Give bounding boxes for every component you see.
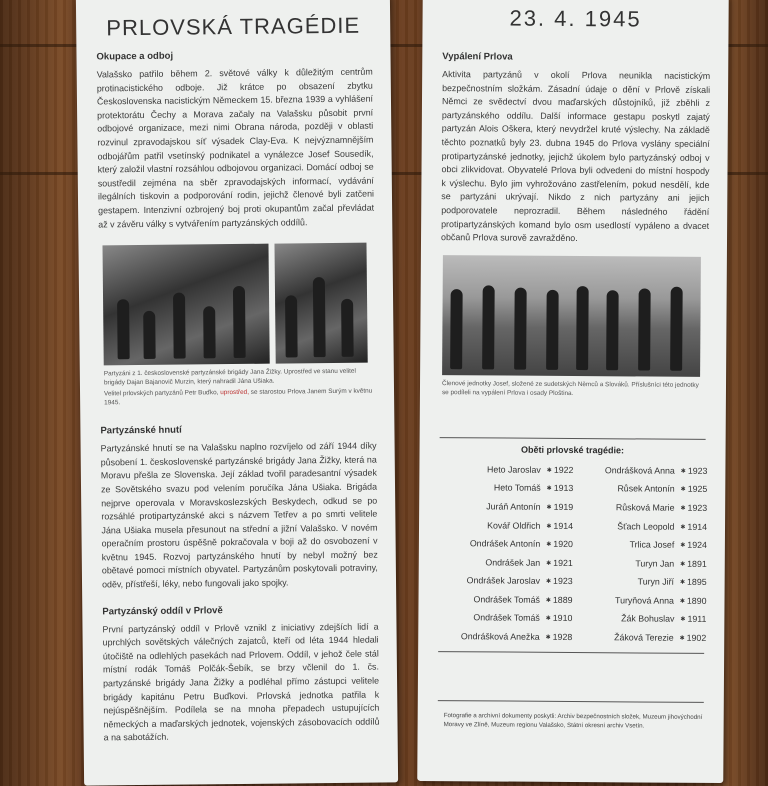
credits-footer: Fotografie a archivní dokumenty poskytli: Archiv bezpečnostních složek, Muzeum jihovýchodní Moravy ve Zlíně, Muzeum regionu Valašsko, Státní okresní archiv Vsetín. <box>443 712 703 730</box>
victim-entry: Heto Tomáš ✱ 1913 <box>443 482 573 493</box>
photo-commander-mayor <box>274 243 367 364</box>
photo-caption-1: Partyzáni z 1. československé partyzánské brigády Jana Žižky. Uprostřed ve stanu velitel brigády Dajan Bajanovič Murzin, který nahradil Jána Ušiaka. <box>103 367 356 387</box>
photo-row <box>102 243 377 366</box>
section-heading-occupation: Okupace a odboj <box>96 50 174 63</box>
victim-entry: Turyn Jan ✱ 1891 <box>577 558 707 569</box>
left-info-panel <box>76 0 398 786</box>
divider <box>438 700 704 703</box>
victim-entry: Kovář Oldřich ✱ 1914 <box>443 520 573 531</box>
section-text-prlov-unit: První partyzánský oddíl v Prlově vznikl z iniciativy zdejších lidí a uprchlých sovětských válečných zajatců, kteří od léta 1944 hledali útočiště na odlehlých pasekách nad Prlovem. Oddíl, v jehož čele stál místní rodák Tomáš Polčák-Šebík, se brzy včlenil do 1. čs. partyzánské brigády Jana Žižky a podléhal přímo zástupci velitele brigády kapitánu Petru Buďkovi. Prlovská jednotka patřila k nejúspěšnějším. Podílela se na mnoha přepadech ustupujících německých a maďarských jednotek, vojenských zásobovacích oddílů a na sabotážích. <box>102 621 380 743</box>
victim-entry: Ondrášek Tomáš ✱ 1910 <box>442 613 572 624</box>
victim-entry: Žák Bohuslav ✱ 1911 <box>576 613 706 624</box>
victim-entry: Růsková Marie ✱ 1923 <box>577 502 707 513</box>
photo-caption-unit: Členové jednotky Josef, složené ze sudetských Němců a Slováků. Příslušníci této jednotky se podíleli na vypálení Prlova i osady Ploština. <box>441 379 699 397</box>
victim-entry: Juráň Antonín ✱ 1919 <box>443 501 573 512</box>
victim-entry: Trlica Josef ✱ 1924 <box>577 539 707 550</box>
victims-list <box>442 464 707 643</box>
panel-title: PRLOVSKÁ TRAGÉDIE <box>106 12 361 41</box>
victims-heading: Oběti prlovské tragédie: <box>521 444 625 456</box>
photo-josef-unit <box>442 255 701 377</box>
right-info-panel <box>417 0 729 783</box>
victim-entry: Ondrášek Tomáš ✱ 1889 <box>442 594 572 605</box>
victim-entry: Růsek Antonín ✱ 1925 <box>577 483 707 494</box>
section-heading-movement: Partyzánské hnutí <box>100 424 182 437</box>
section-heading-prlov-unit: Partyzánský oddíl v Prlově <box>102 604 223 618</box>
victim-entry: Ondrášek Jaroslav ✱ 1923 <box>443 575 573 586</box>
section-text-burning: Aktivita partyzánů v okolí Prlova neunikla nacistickým bezpečnostním složkám. Zásadní údaje o dění v Prlově získali Němci ze svědectví dvou maďarských důstojníků, již zběhli z partyzánského oddílu. Další informace gestapu poskytl zajatý partyzán Alois Oškera, který nevydržel kruté výslechy. Na základě těchto poznatků byly 23. dubna 1945 do Prlova vyslány speciální protipartyzánské jednotky, jejichž úkolem bylo partyzánský odboj v obci zlikvidovat. Obyvatelé Prlova byli odvedeni do místní hospody k výslechu. Bylo jim vyhrožováno zastřelením, pokud nesdělí, kde se partyzáni ukrývají. Nikdo z nich partyzány ani jejich podporovatele neprozradil. Během následného řádění protipartyzánských komand bylo osm usedlostí vypáleno a dvacet občanů Prlova surově zavražděno. <box>441 69 711 244</box>
victim-entry: Ondrášková Anežka ✱ 1928 <box>442 631 572 642</box>
victim-entry: Turyňová Anna ✱ 1890 <box>576 595 706 606</box>
photo-caption-2: Velitel prlovských partyzánů Petr Buďko, uprostřed, se starostou Prlova Janem Surým v květnu 1945. <box>104 387 373 407</box>
victim-entry: Žáková Terezie ✱ 1902 <box>576 632 706 643</box>
panel-date-title: 23. 4. 1945 <box>509 5 642 32</box>
photo-partisans-tent <box>102 244 269 366</box>
victim-entry: Turyn Jiří ✱ 1895 <box>577 576 707 587</box>
victim-entry: Heto Jaroslav ✱ 1922 <box>443 464 573 475</box>
divider <box>438 651 704 654</box>
victim-entry: Ondrášková Anna ✱ 1923 <box>577 465 707 476</box>
victim-entry: Ondrášek Antonín ✱ 1920 <box>443 538 573 549</box>
section-heading-burning: Vypálení Prlova <box>442 51 513 63</box>
section-text-movement: Partyzánské hnutí se na Valašsku naplno rozvíjelo od září 1944 díky působení 1. československé partyzánské brigády Jana Žižky, která na Moravu přešla ze Slovenska. Její základ tvořil paradesantní výsadek ze Sovětského svazu pod velením poručíka Jána Ušiaka. Brigáda nejprve operovala v Moravskoslezských Beskydech, odkud se po rozsáhlé protipartyzánské akci s názvem Tetřev a po smrti velitele Jána Ušiaka musela přesunout na střední a jižní Valašsko. V novém operačním prostoru úspěšně pokračovala v boji až do osvobození v květnu 1945. Rozvoj partyzánského hnutí by nebyl možný bez obětavé pomoci místních obyvatel. Partyzánům poskytovali potraviny, oděv, přístřeší, léky, nebo fungovali jako spojky. <box>100 440 378 590</box>
victim-entry: Ondrášek Jan ✱ 1921 <box>443 557 573 568</box>
section-text-occupation: Valašsko patřilo během 2. světové války k důležitým centrům protinacistického odboje. Již krátce po obsazení zbytku Československa nacistickým Německem 15. března 1939 a vyhlášení protektorátu Čechy a Morava začaly na Valašsku působit první odbojové organizace, mezi nimi Obrana národa, později v oblasti rozvinul zpravodajskou síť výsadek Clay-Eva. K nejvýznamnějším odbojářům patřil vsetínský podnikatel a vynálezce Josef Sousedík, který založil vlastní rozsáhlou odbojovou organizaci. Domácí odboj se soustředil zejména na sběr zpravodajských informací, vydávání ilegálních tiskovin a podporování rodin, jejichž členové byli zatčeni gestapem. Intenzivní ozbrojený boj proti okupantům začal převládat až v závěru války s vytvářením partyzánských oddílů. <box>96 66 375 229</box>
victim-entry: Šťach Leopold ✱ 1914 <box>577 521 707 532</box>
